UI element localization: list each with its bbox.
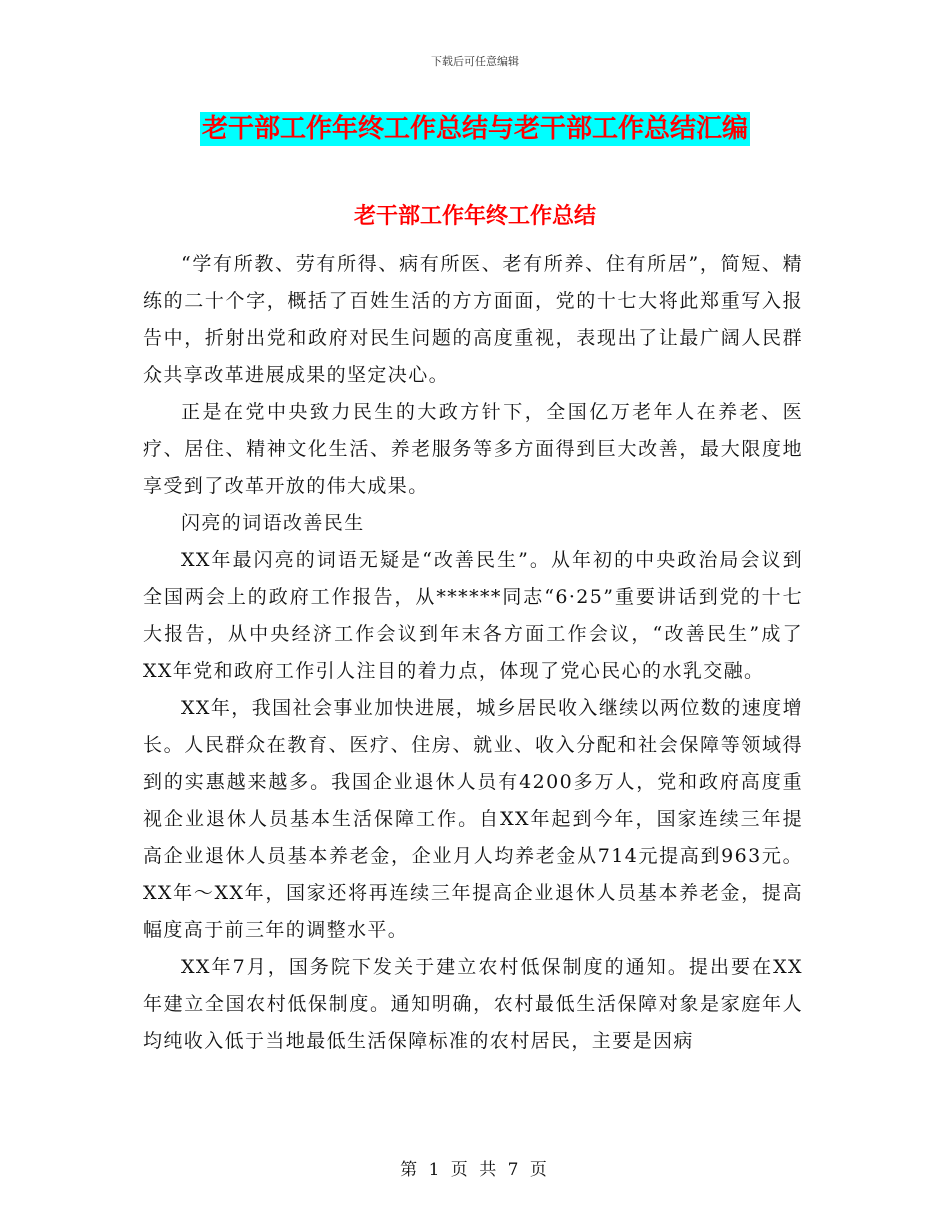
paragraph-subheading: 闪亮的词语改善民生 bbox=[181, 512, 365, 534]
paragraph: 正是在党中央致力民生的大政方针下，全国亿万老年人在养老、医疗、居住、精神文化生活、养老服务等多方面得到巨大改善，最大限度地享受到了改革开放的伟大成果。 bbox=[143, 401, 803, 497]
document-body bbox=[143, 246, 803, 1060]
paragraph: XX年最闪亮的词语无疑是“改善民生”。从年初的中央政治局会议到全国两会上的政府工作报告，从******同志“6·25”重要讲话到党的十七大报告，从中央经济工作会议到年末各方面工作会议，“改善民生”成了XX年党和政府工作引人注目的着力点，体现了党心民心的水乳交融。 bbox=[143, 549, 803, 682]
document-title-text: 老干部工作年终工作总结与老干部工作总结汇编 bbox=[201, 114, 748, 144]
paragraph: XX年，我国社会事业加快进展，城乡居民收入继续以两位数的速度增长。人民群众在教育、医疗、住房、就业、收入分配和社会保障等领域得到的实惠越来越多。我国企业退休人员有4200多万人，党和政府高度重视企业退休人员基本生活保障工作。自XX年起到今年，国家连续三年提高企业退休人员基本养老金，企业月人均养老金从714元提高到963元。XX年～XX年，国家还将再连续三年提高企业退休人员基本养老金，提高幅度高于前三年的调整水平。 bbox=[143, 697, 803, 941]
paragraph: XX年7月，国务院下发关于建立农村低保制度的通知。提出要在XX年建立全国农村低保制度。通知明确，农村最低生活保障对象是家庭年人均纯收入低于当地最低生活保障标准的农村居民，主要是因病 bbox=[143, 956, 803, 1052]
section-title: 老干部工作年终工作总结 bbox=[353, 204, 596, 229]
paragraph: “学有所教、劳有所得、病有所医、老有所养、住有所居”，简短、精练的二十个字，概括了百姓生活的方方面面，党的十七大将此郑重写入报告中，折射出党和政府对民生问题的高度重视，表现出了让最广阔人民群众共享改革进展成果的坚定决心。 bbox=[143, 253, 803, 386]
page-number-footer: 第 1 页 共 7 页 bbox=[400, 1160, 550, 1180]
header-note: 下载后可任意编辑 bbox=[431, 55, 519, 68]
document-title bbox=[0, 112, 950, 146]
